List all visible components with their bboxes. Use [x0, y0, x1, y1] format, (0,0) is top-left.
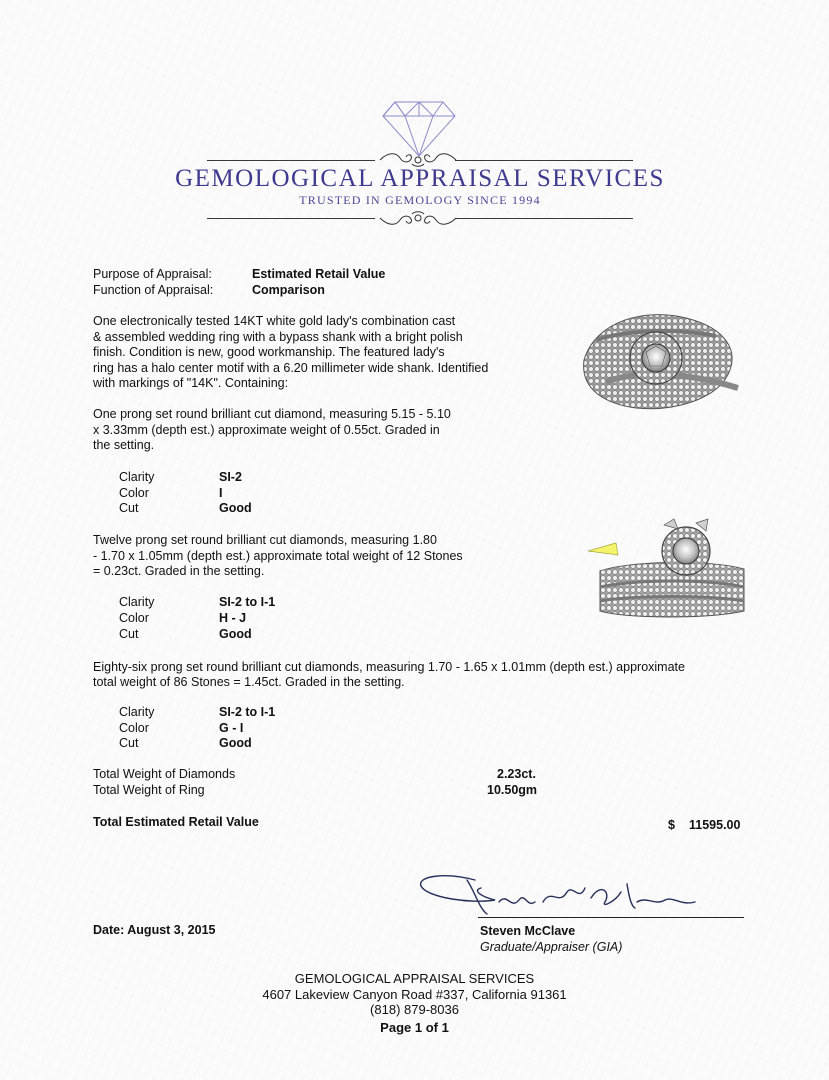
header-rule-bottom-left	[207, 218, 375, 219]
ring-photo-bottom	[588, 515, 746, 625]
grade-value-color: H - J	[219, 611, 247, 625]
signer-title: Graduate/Appraiser (GIA)	[480, 940, 623, 954]
grade-label-cut: Cut	[119, 627, 139, 641]
total-diamonds-value: 2.23ct.	[497, 767, 536, 781]
signature-line	[478, 917, 744, 918]
grade-label-color: Color	[119, 721, 149, 735]
brand-tagline: TRUSTED IN GEMOLOGY SINCE 1994	[299, 193, 541, 207]
grade-value-color: I	[219, 486, 223, 500]
grade-label-clarity: Clarity	[119, 595, 155, 609]
stone-group-text: Eighty-six prong set round brilliant cut diamonds, measuring 1.70 - 1.65 x 1.01mm (depth est.) approximate	[93, 660, 685, 674]
flourish-bottom-ornament	[378, 208, 458, 228]
header-rule-top-right	[455, 160, 633, 161]
grade-label-cut: Cut	[119, 736, 139, 750]
grade-label-color: Color	[119, 611, 149, 625]
total-retail-label: Total Estimated Retail Value	[93, 815, 259, 829]
ring-photo-top	[576, 300, 746, 420]
description-line: finish. Condition is new, good workmanship. The featured lady's	[93, 345, 445, 359]
footer-phone: (818) 879-8036	[370, 1002, 459, 1017]
grade-value-cut: Good	[219, 501, 252, 515]
description-line: One electronically tested 14KT white gold lady's combination cast	[93, 314, 456, 328]
stone-group-text: Twelve prong set round brilliant cut diamonds, measuring 1.80	[93, 533, 437, 547]
total-retail-value: 11595.00	[689, 818, 741, 832]
page-number: Page 1 of 1	[380, 1020, 449, 1035]
signer-name: Steven McClave	[480, 924, 576, 938]
stone-group-text: total weight of 86 Stones = 1.45ct. Graded in the setting.	[93, 675, 405, 689]
grade-value-clarity: SI-2	[219, 470, 242, 484]
brand-name: GEMOLOGICAL APPRAISAL SERVICES	[175, 165, 665, 192]
grade-value-color: G - I	[219, 721, 244, 735]
grade-value-cut: Good	[219, 736, 252, 750]
total-retail-currency: $	[668, 818, 675, 832]
stone-group-text: One prong set round brilliant cut diamond, measuring 5.15 - 5.10	[93, 407, 451, 421]
grade-label-color: Color	[119, 486, 149, 500]
grade-label-clarity: Clarity	[119, 470, 155, 484]
diamond-logo-icon	[381, 96, 457, 158]
stone-group-text: the setting.	[93, 438, 155, 452]
footer-company: GEMOLOGICAL APPRAISAL SERVICES	[294, 971, 535, 986]
footer-address: 4607 Lakeview Canyon Road #337, California 91361	[262, 987, 567, 1002]
stone-group-text: - 1.70 x 1.05mm (depth est.) approximate total weight of 12 Stones	[93, 549, 463, 563]
description-line: & assembled wedding ring with a bypass shank with a bright polish	[93, 330, 463, 344]
purpose-label: Purpose of Appraisal:	[93, 267, 212, 281]
purpose-value: Estimated Retail Value	[252, 267, 386, 281]
header-rule-top-left	[207, 160, 375, 161]
description-line: ring has a halo center motif with a 6.20 millimeter wide shank. Identified	[93, 361, 489, 375]
appraisal-date: Date: August 3, 2015	[93, 923, 216, 937]
grade-value-clarity: SI-2 to I-1	[219, 705, 276, 719]
handwritten-signature	[415, 862, 715, 922]
grade-label-clarity: Clarity	[119, 705, 155, 719]
stone-group-text: x 3.33mm (depth est.) approximate weight of 0.55ct. Graded in	[93, 423, 440, 437]
grade-value-cut: Good	[219, 627, 252, 641]
function-label: Function of Appraisal:	[93, 283, 214, 297]
grade-value-clarity: SI-2 to I-1	[219, 595, 276, 609]
function-value: Comparison	[252, 283, 325, 297]
total-ring-value: 10.50gm	[487, 783, 538, 797]
description-line: with markings of "14K". Containing:	[93, 376, 289, 390]
total-diamonds-label: Total Weight of Diamonds	[93, 767, 236, 781]
grade-label-cut: Cut	[119, 501, 139, 515]
total-ring-label: Total Weight of Ring	[93, 783, 205, 797]
header-rule-bottom-right	[455, 218, 633, 219]
stone-group-text: = 0.23ct. Graded in the setting.	[93, 564, 265, 578]
